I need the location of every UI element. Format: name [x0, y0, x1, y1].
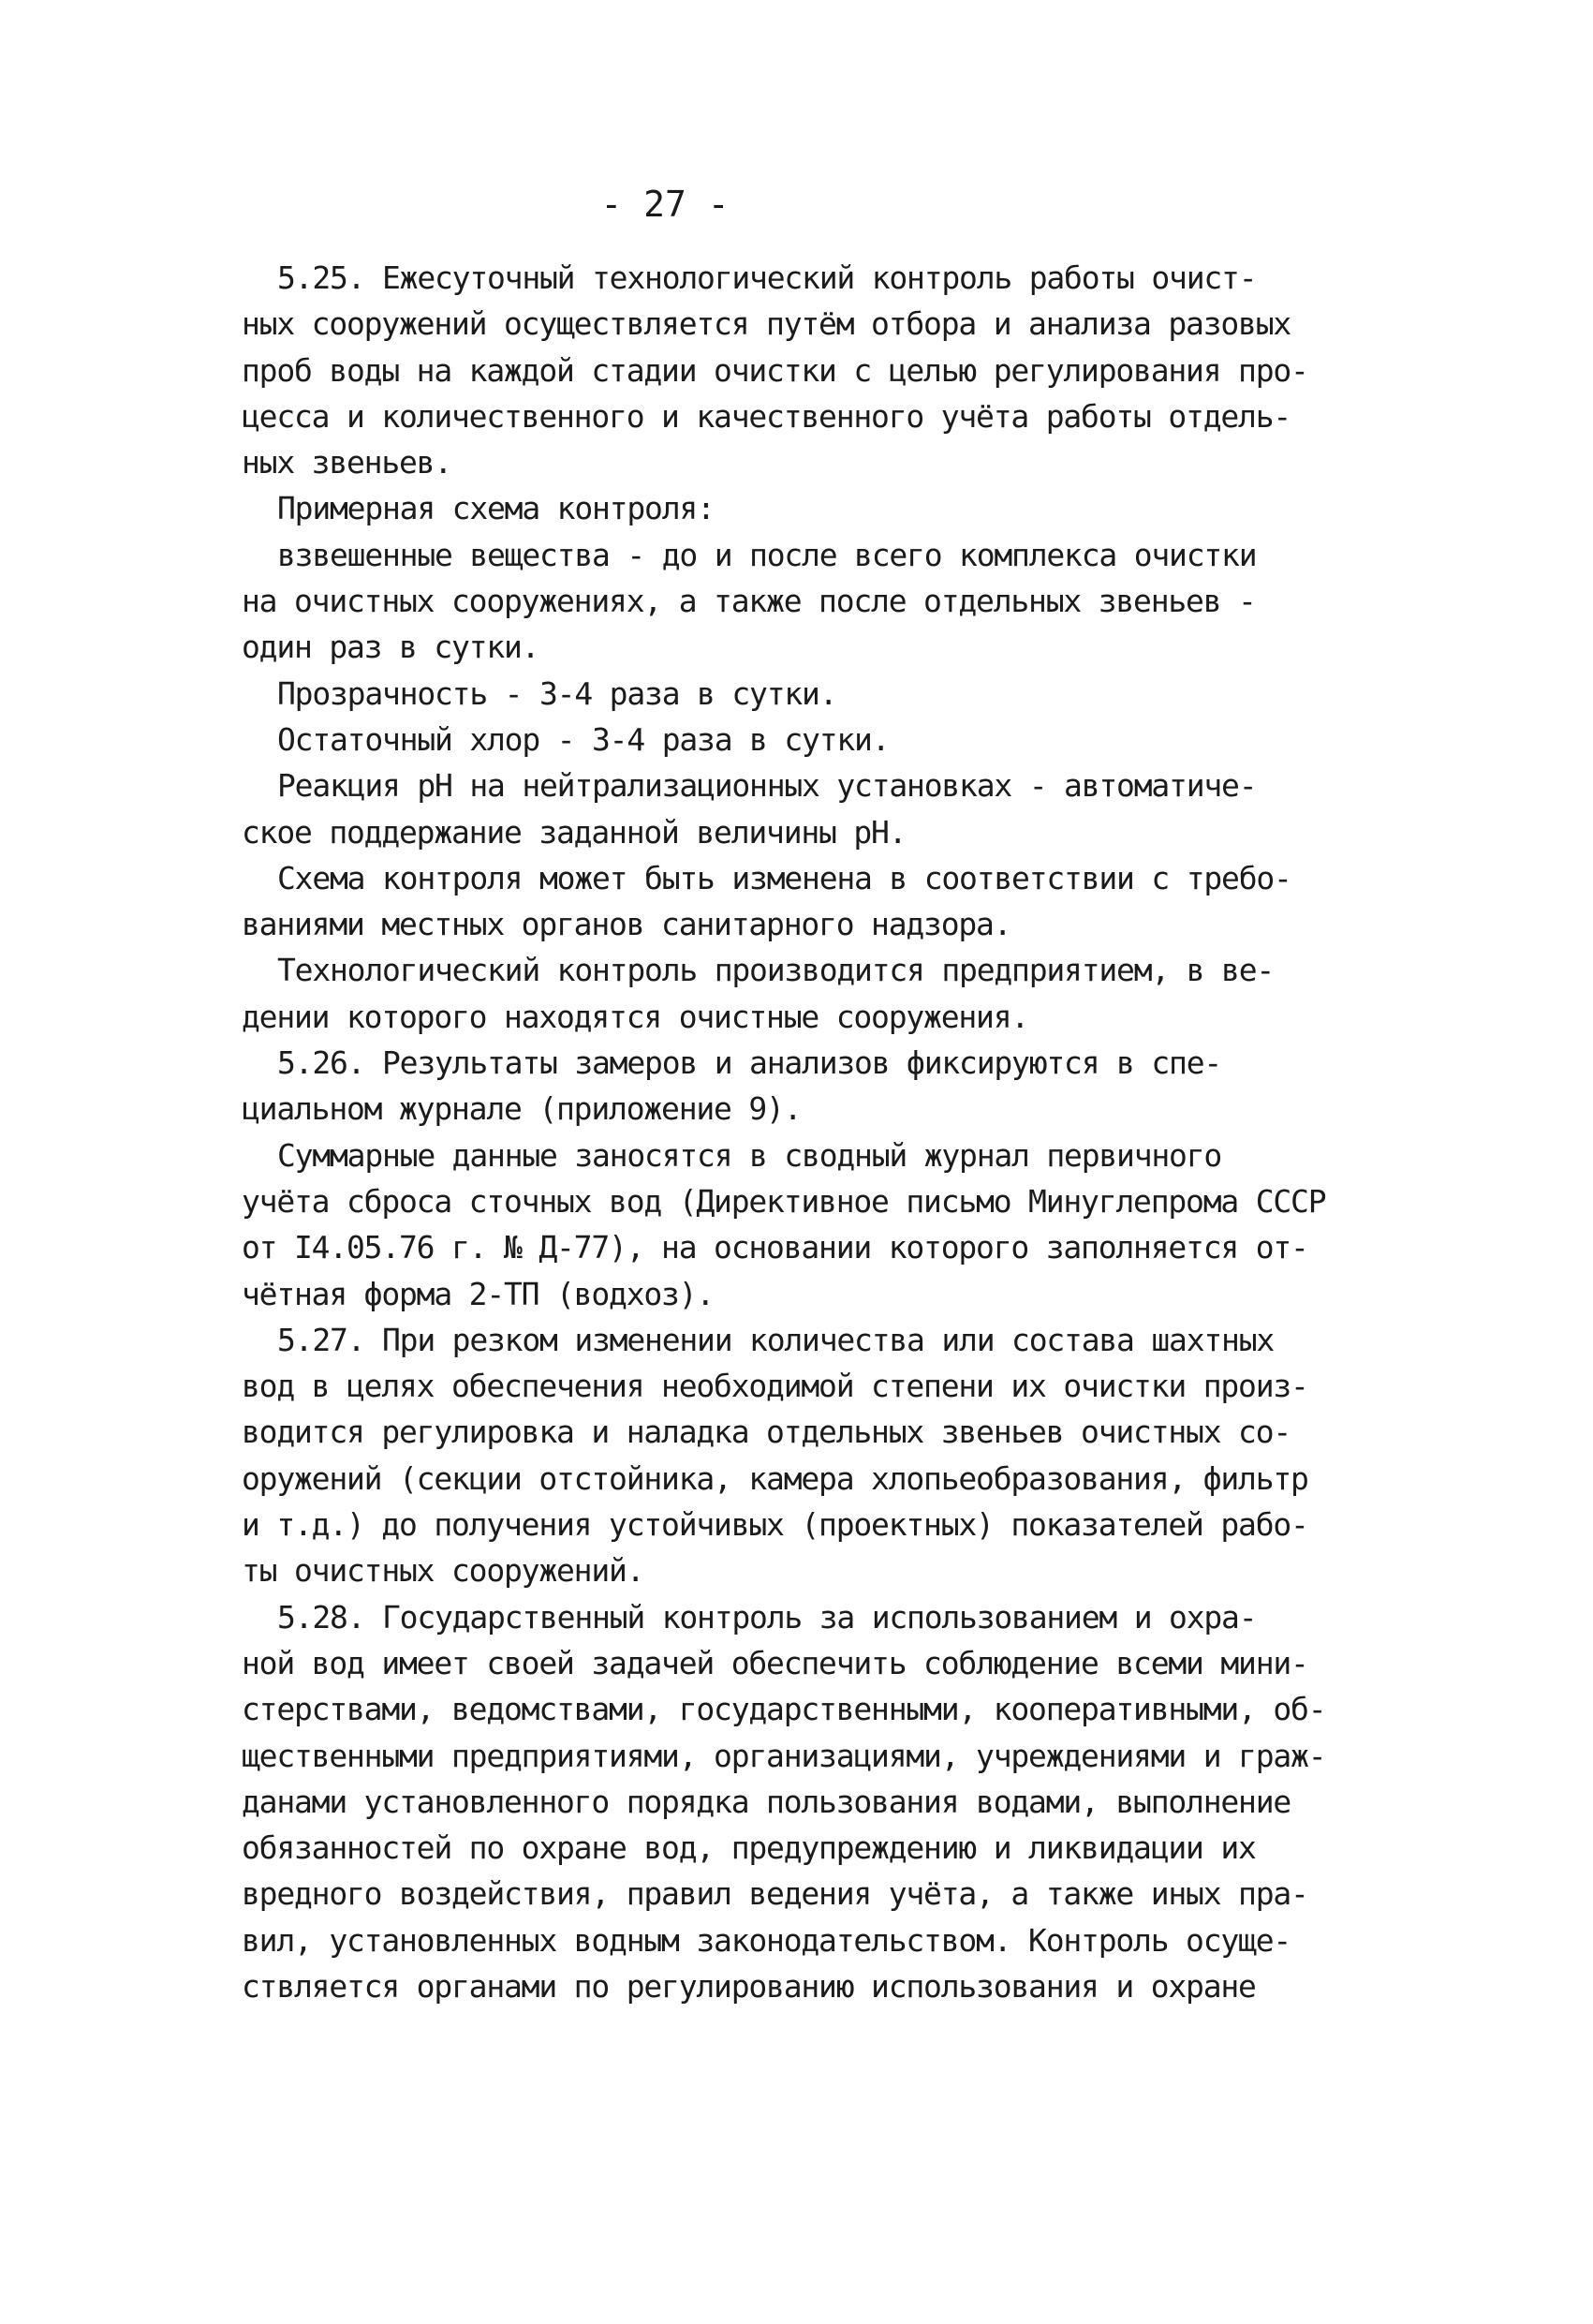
- text-line: 5.28. Государственный контроль за использованием и охра-: [277, 1598, 1257, 1636]
- text-line: ных звеньев.: [242, 444, 452, 481]
- text-line: Технологический контроль производится предприятием, в ве-: [277, 952, 1275, 989]
- body-text: [242, 255, 1412, 2009]
- text-line: вредного воздействия, правил ведения учёта, а также иных пра-: [242, 1875, 1308, 1913]
- text-line: ское поддержание заданной величины рН.: [242, 813, 907, 851]
- text-line: обязанностей по охране вод, предупреждению и ликвидации их: [242, 1829, 1256, 1867]
- text-line: ты очистных сооружений.: [242, 1552, 644, 1590]
- text-line: цесса и количественного и качественного учёта работы отдель-: [242, 397, 1291, 435]
- text-line: чётная форма 2-ТП (водхоз).: [242, 1275, 715, 1312]
- text-line: оружений (секции отстойника, камера хлопьеобразования, фильтр: [242, 1459, 1308, 1497]
- text-line: Примерная схема контроля:: [277, 490, 715, 527]
- text-line: ствляется органами по регулированию использования и охране: [242, 1967, 1256, 2005]
- text-line: 5.27. При резком изменении количества или состава шахтных: [277, 1321, 1275, 1358]
- text-line: от I4.05.76 г. № Д-77), на основании которого заполняется от-: [242, 1229, 1308, 1266]
- text-line: стерствами, ведомствами, государственными, кооперативными, об-: [242, 1691, 1326, 1728]
- text-line: и т.д.) до получения устойчивых (проектных) показателей рабо-: [242, 1506, 1308, 1544]
- page-number: - 27 -: [600, 184, 730, 225]
- text-line: вил, установленных водным законодательством. Контроль осуще-: [242, 1921, 1291, 1959]
- text-line: Суммарные данные заносятся в сводный журнал первичного: [277, 1136, 1222, 1174]
- text-line: взвешенные вещества - до и после всего комплекса очистки: [277, 536, 1257, 573]
- text-line: ной вод имеет своей задачей обеспечить соблюдение всеми мини-: [242, 1644, 1308, 1681]
- text-line: 5.25. Ежесуточный технологический контроль работы очист-: [277, 259, 1257, 296]
- text-line: Схема контроля может быть изменена в соответствии с требо-: [277, 859, 1291, 896]
- text-line: вод в целях обеспечения необходимой степени их очистки произ-: [242, 1368, 1308, 1405]
- text-line: дении которого находятся очистные сооружения.: [242, 998, 1029, 1035]
- text-line: 5.26. Результаты замеров и анализов фиксируются в спе-: [277, 1044, 1222, 1082]
- text-line: данами установленного порядка пользования водами, выполнение: [242, 1783, 1291, 1820]
- text-line: циальном журнале (приложение 9).: [242, 1090, 802, 1128]
- text-line: Реакция рН на нейтрализационных установках - автоматиче-: [277, 767, 1257, 805]
- text-line: Остаточный хлор - 3-4 раза в сутки.: [277, 720, 890, 758]
- text-line: ваниями местных органов санитарного надзора.: [242, 906, 1011, 943]
- text-line: ных сооружений осуществляется путём отбора и анализа разовых: [242, 305, 1291, 343]
- text-line: один раз в сутки.: [242, 629, 539, 666]
- text-line: проб воды на каждой стадии очистки с целью регулирования про-: [242, 351, 1308, 389]
- text-line: Прозрачность - 3-4 раза в сутки.: [277, 674, 837, 712]
- text-line: щественными предприятиями, организациями, учреждениями и граж-: [242, 1737, 1326, 1774]
- text-line: на очистных сооружениях, а также после отдельных звеньев -: [242, 583, 1256, 620]
- text-line: водится регулировка и наладка отдельных звеньев очистных со-: [242, 1414, 1291, 1451]
- text-line: учёта сброса сточных вод (Директивное письмо Минуглепрома СССР: [242, 1182, 1326, 1220]
